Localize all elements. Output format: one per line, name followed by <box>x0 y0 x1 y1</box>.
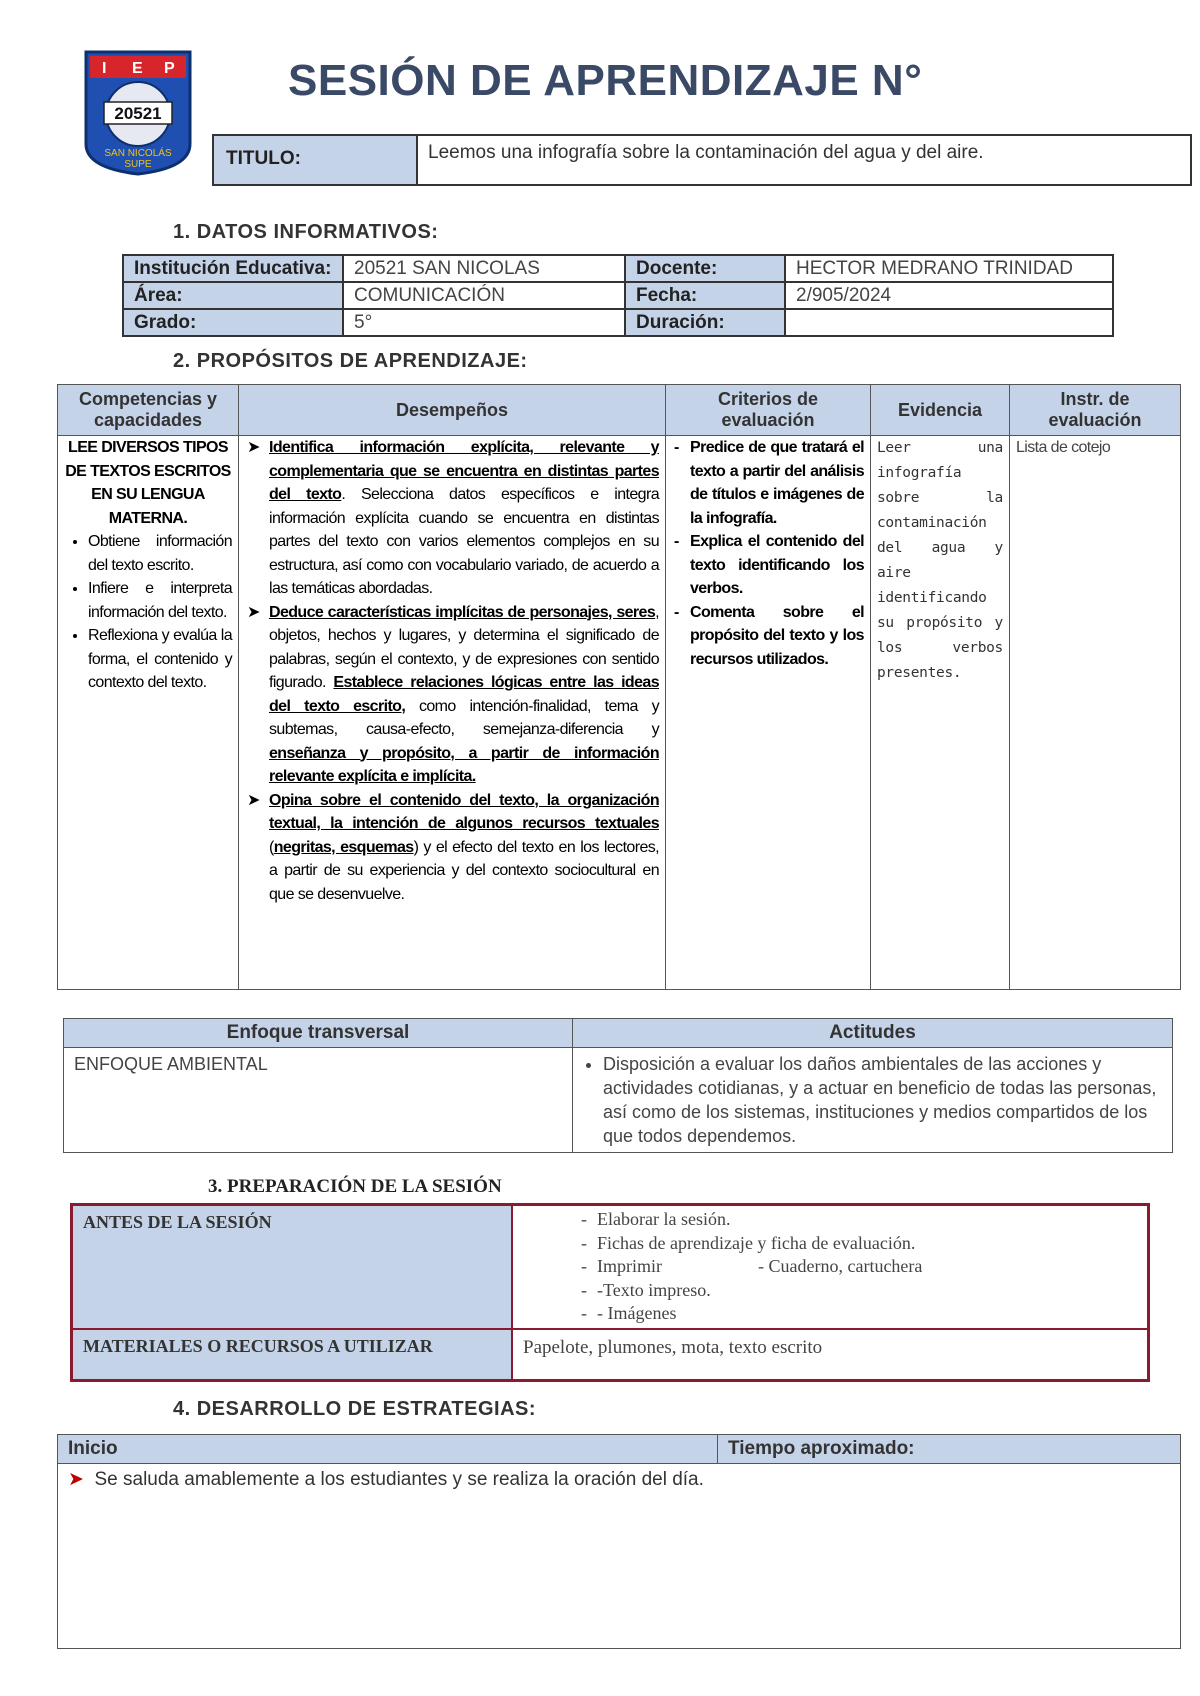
titulo-table <box>212 134 1192 186</box>
fecha-value: 2/905/2024 <box>785 282 1113 309</box>
instrumento-cell: Lista de cotejo <box>1010 436 1181 990</box>
inst-value: 20521 SAN NICOLAS <box>343 255 625 282</box>
arrow-bullet-icon: ➤ <box>68 1469 84 1490</box>
area-value: COMUNICACIÓN <box>343 282 625 309</box>
header-competencias: Competencias y capacidades <box>58 385 239 436</box>
antes-item: - - Imágenes <box>597 1302 1137 1326</box>
criterio-item: - Comenta sobre el propósito del texto y los recursos utilizados. <box>690 601 864 672</box>
datos-table <box>122 254 1114 337</box>
criterio-item: - Predice de que tratará el texto a partir del análisis de títulos e imágenes de la infografía. <box>690 436 864 530</box>
criterios-cell <box>666 436 871 990</box>
header-criterios: Criterios de evaluación <box>666 385 871 436</box>
section-heading-4: 4. DESARROLLO DE ESTRATEGIAS: <box>173 1398 537 1420</box>
enfoque-table <box>63 1018 1173 1153</box>
antes-item: - Fichas de aprendizaje y ficha de evaluación. <box>597 1232 1137 1256</box>
titulo-value: Leemos una infografía sobre la contaminación del agua y del aire. <box>417 135 1191 185</box>
arrow-bullet-icon: ➤ <box>247 439 260 456</box>
header-instrumento: Instr. de evaluación <box>1010 385 1181 436</box>
propositos-table <box>57 384 1181 990</box>
svg-text:E: E <box>132 60 143 77</box>
school-logo <box>82 48 194 176</box>
grado-label: Grado: <box>123 309 343 336</box>
inicio-header: Inicio <box>58 1435 718 1464</box>
grado-value: 5° <box>343 309 625 336</box>
competencias-cell <box>58 436 239 990</box>
header-desempenos: Desempeños <box>239 385 666 436</box>
materiales-label: MATERIALES O RECURSOS A UTILIZAR <box>72 1329 513 1381</box>
svg-text:20521: 20521 <box>114 104 162 123</box>
competencia-text: LEE DIVERSOS TIPOS DE TEXTOS ESCRITOS EN SU LENGUA MATERNA. <box>65 439 231 527</box>
svg-text:I: I <box>102 60 107 77</box>
desarrollo-table <box>57 1434 1181 1649</box>
desempenos-cell <box>239 436 666 990</box>
inicio-cell <box>58 1464 1181 1649</box>
desempeno-item: ➤ Identifica información explícita, relevante y complementaria que se encuentra en distintas partes del texto. Selecciona datos específicos e integra información explícita cuando se encuentra en distintas partes del texto con varios elementos complejos en su estructura, así como con vocabulario variado, de acuerdo a las temáticas abordadas. <box>269 436 659 601</box>
area-label: Área: <box>123 282 343 309</box>
arrow-bullet-icon: ➤ <box>247 603 260 621</box>
desempeno-item: ➤ Deduce características implícitas de personajes, seres, objetos, hechos y lugares, y determina el significado de palabras, según el contexto, y de expresiones con sentido figurado. Establece relaciones lógicas entre las ideas del texto escrito, como intención-finalidad, tema y subtemas, causa-efecto, semejanza-diferencia y enseñanza y propósito, a partir de información relevante explícita e implícita. <box>269 601 659 789</box>
arrow-bullet-icon: ➤ <box>247 791 260 809</box>
section-heading-3: 3. PREPARACIÓN DE LA SESIÓN <box>208 1176 502 1197</box>
page-title: SESIÓN DE APRENDIZAJE N° <box>288 56 923 105</box>
inicio-item: Se saluda amablemente a los estudiantes y se realiza la oración del día. <box>94 1469 704 1490</box>
fecha-label: Fecha: <box>625 282 785 309</box>
antes-item: - -Texto impreso. <box>597 1279 1137 1303</box>
svg-text:SAN NICOLÁS: SAN NICOLÁS <box>104 148 172 159</box>
tiempo-header: Tiempo aproximado: <box>718 1435 1181 1464</box>
actitudes-header: Actitudes <box>573 1019 1173 1048</box>
docente-value: HECTOR MEDRANO TRINIDAD <box>785 255 1113 282</box>
duracion-label: Duración: <box>625 309 785 336</box>
evidencia-cell: Leer una infografía sobre la contaminación del agua y aire identificando su propósito y los verbos presentes. <box>871 436 1010 990</box>
antes-item: - Imprimir - Cuaderno, cartuchera <box>597 1255 1137 1279</box>
actitudes-cell <box>573 1048 1173 1153</box>
antes-cell <box>512 1205 1149 1329</box>
antes-item: - Elaborar la sesión. <box>597 1208 1137 1232</box>
preparacion-table <box>70 1203 1150 1382</box>
capacidad-item: • Obtiene información del texto escrito. <box>88 530 232 577</box>
enfoque-name: ENFOQUE AMBIENTAL <box>64 1048 573 1153</box>
capacidad-item: • Infiere e interpreta información del texto. <box>88 577 232 624</box>
svg-text:SUPE: SUPE <box>124 159 152 170</box>
section-heading-1: 1. DATOS INFORMATIVOS: <box>173 221 439 243</box>
materiales-value: Papelote, plumones, mota, texto escrito <box>512 1329 1149 1381</box>
actitud-item: • Disposición a evaluar los daños ambientales de las acciones y actividades cotidianas, y a actuar en beneficio de todas las personas, así como de los sistemas, instituciones y medios compartidos de los que todos dependemos. <box>603 1052 1162 1148</box>
header-evidencia: Evidencia <box>871 385 1010 436</box>
svg-text:P: P <box>164 60 175 77</box>
titulo-label: TITULO: <box>213 135 417 185</box>
section-heading-2: 2. PROPÓSITOS DE APRENDIZAJE: <box>173 350 528 372</box>
criterio-item: - Explica el contenido del texto identificando los verbos. <box>690 530 864 601</box>
duracion-value <box>785 309 1113 336</box>
docente-label: Docente: <box>625 255 785 282</box>
inst-label: Institución Educativa: <box>123 255 343 282</box>
enfoque-header: Enfoque transversal <box>64 1019 573 1048</box>
antes-label: ANTES DE LA SESIÓN <box>72 1205 513 1329</box>
desempeno-item: ➤ Opina sobre el contenido del texto, la organización textual, la intención de algunos recursos textuales (negritas, esquemas) y el efecto del texto en los lectores, a partir de su experiencia y del contexto sociocultural en que se desenvuelve. <box>269 789 659 907</box>
capacidad-item: • Reflexiona y evalúa la forma, el contenido y contexto del texto. <box>88 624 232 695</box>
